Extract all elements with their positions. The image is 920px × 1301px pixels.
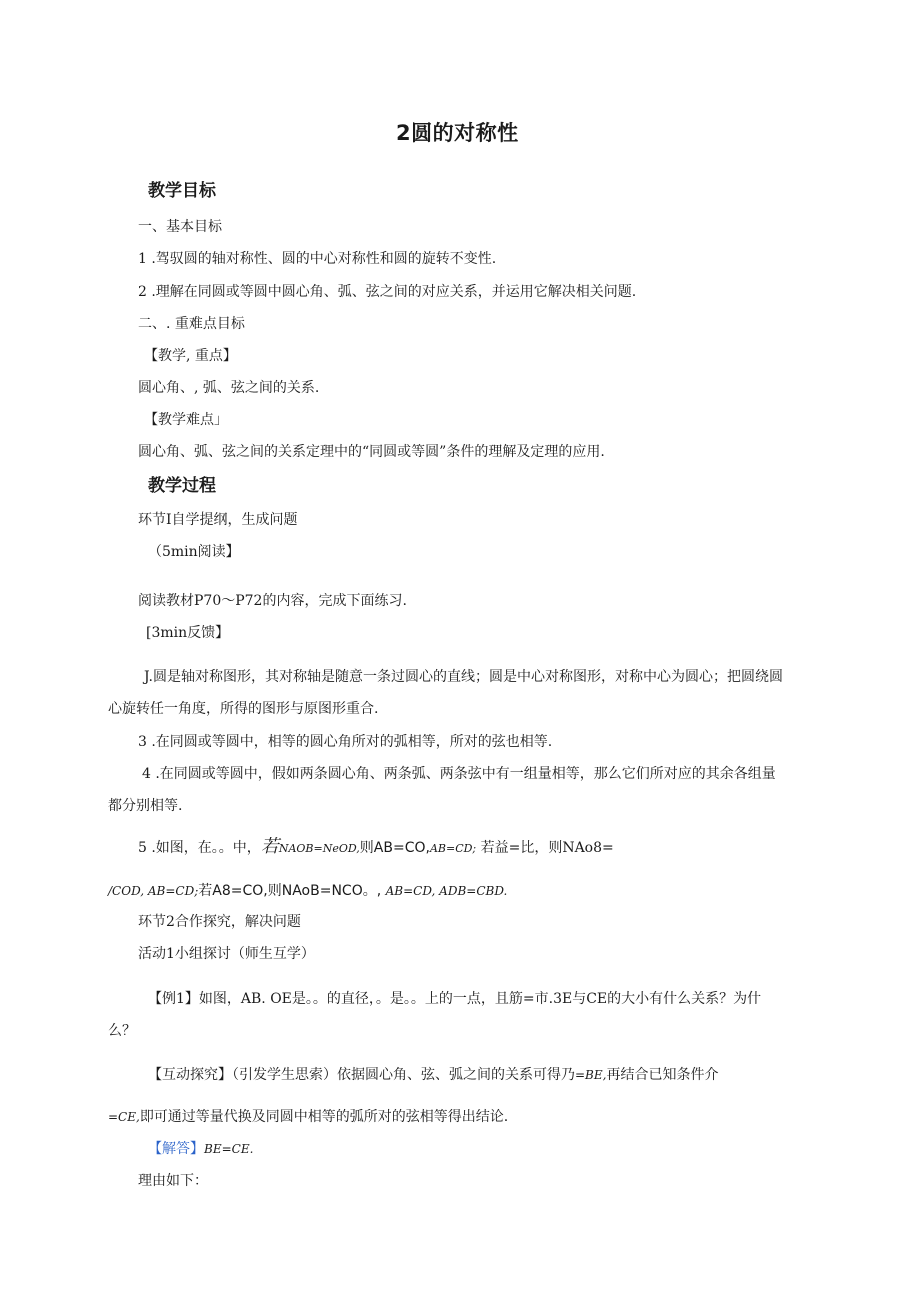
key-goal-label: 二、. 重难点目标	[138, 316, 245, 332]
page-title: 2圆的对称性	[396, 121, 519, 145]
basic-goal-label: 一、基本目标	[138, 219, 222, 235]
difficulty-text: 圆心角、弧、弦之间的关系定理中的“同圆或等圆”条件的理解及定理的应用.	[138, 444, 605, 460]
difficulty-label: 【教学难点」	[144, 412, 228, 428]
interact-part-d: =CE,	[108, 1110, 140, 1124]
item-5-part-c: NAOB=NeOD,	[278, 842, 360, 855]
item-5-part-e: AB=CD;	[429, 842, 477, 855]
interact-part-c: 再结合已知条件介	[606, 1067, 719, 1083]
interact-part-a: 【互动探究】（引发学生思索）依据圆心角、弦、弧之间的关系可得乃	[148, 1067, 575, 1083]
item-4-line-2: 都分别相等.	[108, 798, 183, 814]
item-5-part-g: /COD, AB=CD;	[108, 884, 199, 898]
item-5-part-b: 若	[260, 836, 279, 857]
item-3: 3 .在同圆或等圆中，相等的圆心角所对的弧相等，所对的弦也相等.	[138, 734, 553, 750]
item-5-line-2	[108, 882, 507, 900]
item-j-line-2: 心旋转任一角度，所得的图形与原图形重合.	[108, 701, 379, 717]
goals-heading: 教学目标	[148, 181, 216, 201]
interact-part-e: 即可通过等量代换及同圆中相等的弧所对的弦相等得出结论.	[139, 1109, 509, 1125]
reason-label: 理由如下：	[138, 1173, 208, 1189]
reading-label: （5min阅读】	[148, 544, 240, 560]
item-5-part-i: AB=CD, ADB=CBD.	[385, 884, 508, 898]
answer-label: 【解答】	[148, 1141, 204, 1157]
item-5-part-h: 若A8=CO,则NAoB=NCO。,	[198, 883, 382, 899]
reading-text: 阅读教材P70～P72的内容，完成下面练习.	[138, 593, 407, 609]
example-1-line-1: 【例1】如图，AB. OE是。。的直径，。是。。上的一点，且筋=市.3E与CE的大小有什么关系？为什	[148, 991, 762, 1007]
interact-line-2	[108, 1108, 508, 1126]
item-4-line-1: 4 .在同圆或等圆中，假如两条圆心角、两条弧、两条弦中有一组量相等，那么它们所对应的其余各组量	[142, 766, 776, 782]
step-1: 环节I自学提纲，生成问题	[138, 512, 298, 528]
feedback-label: [3min反馈】	[146, 625, 230, 641]
item-j-line-1: J.圆是轴对称图形，其对称轴是随意一条过圆心的直线；圆是中心对称图形，对称中心为圆心；把圆绕圆	[144, 669, 783, 685]
interact-part-b: =BE,	[575, 1068, 607, 1082]
activity-1: 活动1小组探讨（师生互学）	[138, 946, 315, 962]
goal-2: 2 .理解在同圆或等圆中圆心角、弧、弦之间的对应关系，并运用它解决相关问题.	[138, 284, 637, 300]
item-5-part-d: 则AB=CO,	[359, 840, 430, 856]
process-heading: 教学过程	[148, 476, 216, 496]
example-1-line-2: 么？	[108, 1023, 136, 1039]
goal-1: 1 .驾驭圆的轴对称性、圆的中心对称性和圆的旋转不变性.	[138, 251, 497, 267]
key-point-text: 圆心角、, 弧、弦之间的关系.	[138, 380, 320, 396]
interact-line-1	[148, 1066, 718, 1084]
step-2: 环节2合作探究，解决问题	[138, 914, 301, 930]
answer-line	[148, 1140, 253, 1158]
item-5-part-a: 5 .如图，在。。中，	[138, 840, 261, 856]
key-point-label: 【教学, 重点】	[144, 348, 237, 364]
item-5-part-f: 若益=比，则NAo8=	[480, 840, 614, 856]
item-5-line-1	[138, 838, 614, 858]
answer-text: BE=CE.	[204, 1142, 254, 1156]
